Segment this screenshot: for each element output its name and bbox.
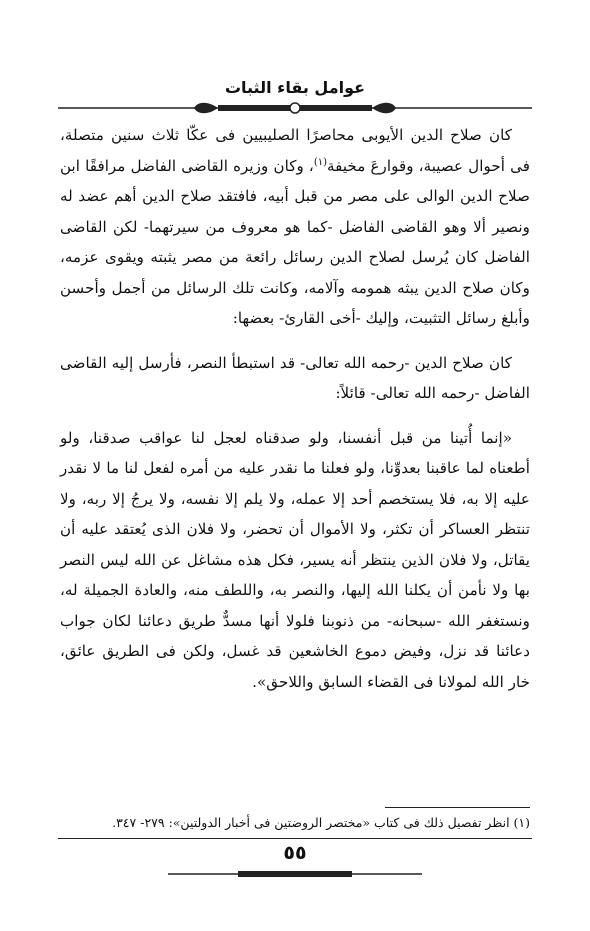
paragraph-1-continued: ، وكان وزيره القاضى الفاضل مرافقًا ابن صلاح الدين الوالى على مصر من قبل أبيه، فافتقد صلاح الدين أهم عضد له ونصير ألا وهو القاضى الفاضل -كما هو معروف من سيرتهما- لكن القاضى الفاضل كان يُرسل لصلاح الدين رسائل رائعة من مصر يثبته ويقوى عزمه، وكان صلاح الدين يبثه همومه وآلامه، وكانت تلك الرسائل من أجمل وأحسن وأبلغ رسائل التثبيت، وإليك -أخى القارئ- بعضها: bbox=[60, 156, 530, 327]
footnote: (١) انظر تفصيل ذلك فى كتاب «مختصر الروضتين فى أخبار الدولتين»: ٢٧٩- ٣٤٧. bbox=[112, 815, 530, 830]
paragraph-1 bbox=[60, 120, 530, 334]
paragraph-3-quote: «إنما أُتينا من قبل أنفسنا، ولو صدقناه لعجل لنا عواقب صدقنا، ولو أطعناه لما عاقبنا بعدوِّنا، ولو فعلنا ما نقدر عليه من أمره لفعل لنا ما لا نقدر عليه إلا به، فلا يستخصم أحد إلا عمله، ولا يلم إلا نفسه، ولا يرجُ إلا ربه، ولا تنتظر العساكر أن تكثر، ولا الأموال أن تحضر، ولا فلان الذى يُعتقد عليه أن يقاتل، ولا فلان الذين ينتظر أنه يسير، فكل هذه مشاغل عن الله ليس النصر بها ولا نأمن أن يكلنا الله إليها، والنصر به، واللطف منه، والعادة الجميلة له، ونستغفر الله -سبحانه- من ذنوبنا فلولا أنها مسدٌّ طريق دعائنا لكان جواب دعائنا قد نزل، وفيض دموع الخاشعين قد غسل، ولكن فى الطريق عائق، خار الله لمولانا فى القضاء السابق واللاحق». bbox=[60, 428, 530, 691]
main-text bbox=[60, 120, 530, 697]
footnote-reference: (١) bbox=[313, 156, 328, 168]
paragraph-2: كان صلاح الدين -رحمه الله تعالى- قد استبطأ النصر، فأرسل إليه القاضى الفاضل -رحمه الله تعالى- قائلاً: bbox=[60, 353, 530, 402]
paragraph-1-text: كان صلاح الدين الأيوبى محاصرًا الصليبيين فى عكّا ثلاث سنين متصلة، فى أحوال عصيبة، وقوارعَ مخيفة bbox=[60, 126, 530, 175]
header-ornament-rule bbox=[58, 99, 532, 117]
page-number: ٥٥ bbox=[283, 842, 307, 864]
footer-rule bbox=[58, 838, 532, 839]
running-header-title: عوامل بقاء الثبات bbox=[224, 78, 366, 97]
footer-ornament bbox=[168, 868, 422, 880]
footnote-separator bbox=[385, 807, 530, 808]
